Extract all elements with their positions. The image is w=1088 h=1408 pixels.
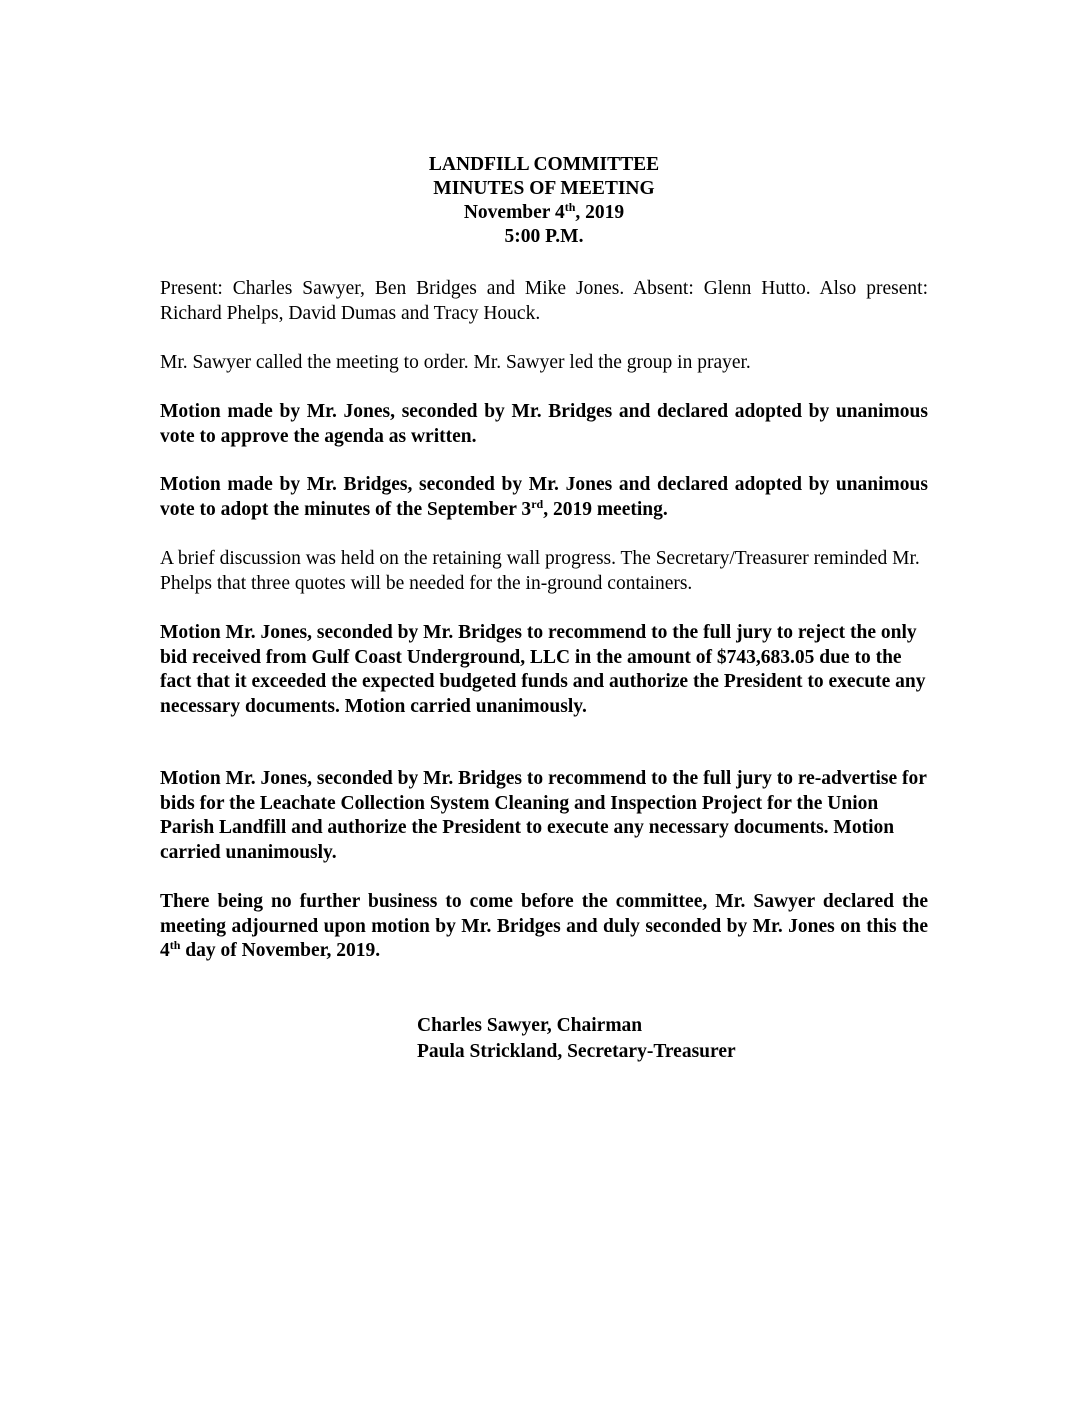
attendance-paragraph: Present: Charles Sawyer, Ben Bridges and Mike Jones. Absent: Glenn Hutto. Also present: Richard Phelps, David Dumas and Tracy Houck. <box>160 278 928 324</box>
motion-reject-bid-paragraph: Motion Mr. Jones, seconded by Mr. Bridges to recommend to the full jury to reject the only bid received from Gulf Coast Underground, LLC in the amount of $743,683.05 due to the fact that it exceeded the expected budgeted funds and authorize the President to execute any necessary documents. Motion carried unanimously. <box>160 622 926 717</box>
adjournment-paragraph <box>160 890 928 964</box>
meeting-date <box>0 201 1088 225</box>
signature-block <box>417 1013 736 1065</box>
chairman-signature: Charles Sawyer, Chairman <box>417 1015 643 1036</box>
adjournment-ordinal: th <box>169 938 181 952</box>
meeting-date-text: November 4 <box>463 202 565 223</box>
motion-minutes-ordinal: rd <box>531 496 544 511</box>
discussion-paragraph: A brief discussion was held on the retaining wall progress. The Secretary/Treasurer reminded Mr. Phelps that three quotes will be needed for the in-ground containers. <box>160 548 920 594</box>
adjournment-date: day of November, 2019. <box>180 940 381 961</box>
minutes-subtitle: MINUTES OF MEETING <box>433 178 655 199</box>
meeting-date-year: , 2019 <box>575 202 625 223</box>
motion-minutes-paragraph <box>160 473 928 522</box>
motion-readvertise-paragraph: Motion Mr. Jones, seconded by Mr. Bridges to recommend to the full jury to re-advertise for bids for the Leachate Collection System Cleaning and Inspection Project for the Union Parish Landfill and authorize the President to execute any necessary documents. Motion carried unanimously. <box>160 768 927 863</box>
adjournment-text: There being no further business to come before the committee, Mr. Sawyer declared the meeting adjourned upon motion by Mr. Bridges and duly seconded by Mr. Jones on this the 4 <box>160 891 928 961</box>
motion-minutes-year: , 2019 meeting. <box>543 498 668 520</box>
motion-minutes-text: Motion made by Mr. Bridges, seconded by Mr. Jones and declared adopted by unanimous vote to adopt the minutes of the September 3 <box>160 474 928 520</box>
document-header <box>0 153 1088 249</box>
call-to-order-paragraph: Mr. Sawyer called the meeting to order. Mr. Sawyer led the group in prayer. <box>160 352 751 373</box>
motion-agenda-paragraph: Motion made by Mr. Jones, seconded by Mr. Bridges and declared adopted by unanimous vote to approve the agenda as written. <box>160 401 928 447</box>
meeting-time: 5:00 P.M. <box>504 226 584 247</box>
committee-title: LANDFILL COMMITTEE <box>428 154 660 175</box>
secretary-signature: Paula Strickland, Secretary-Treasurer <box>417 1041 736 1062</box>
meeting-date-ordinal: th <box>564 200 576 214</box>
